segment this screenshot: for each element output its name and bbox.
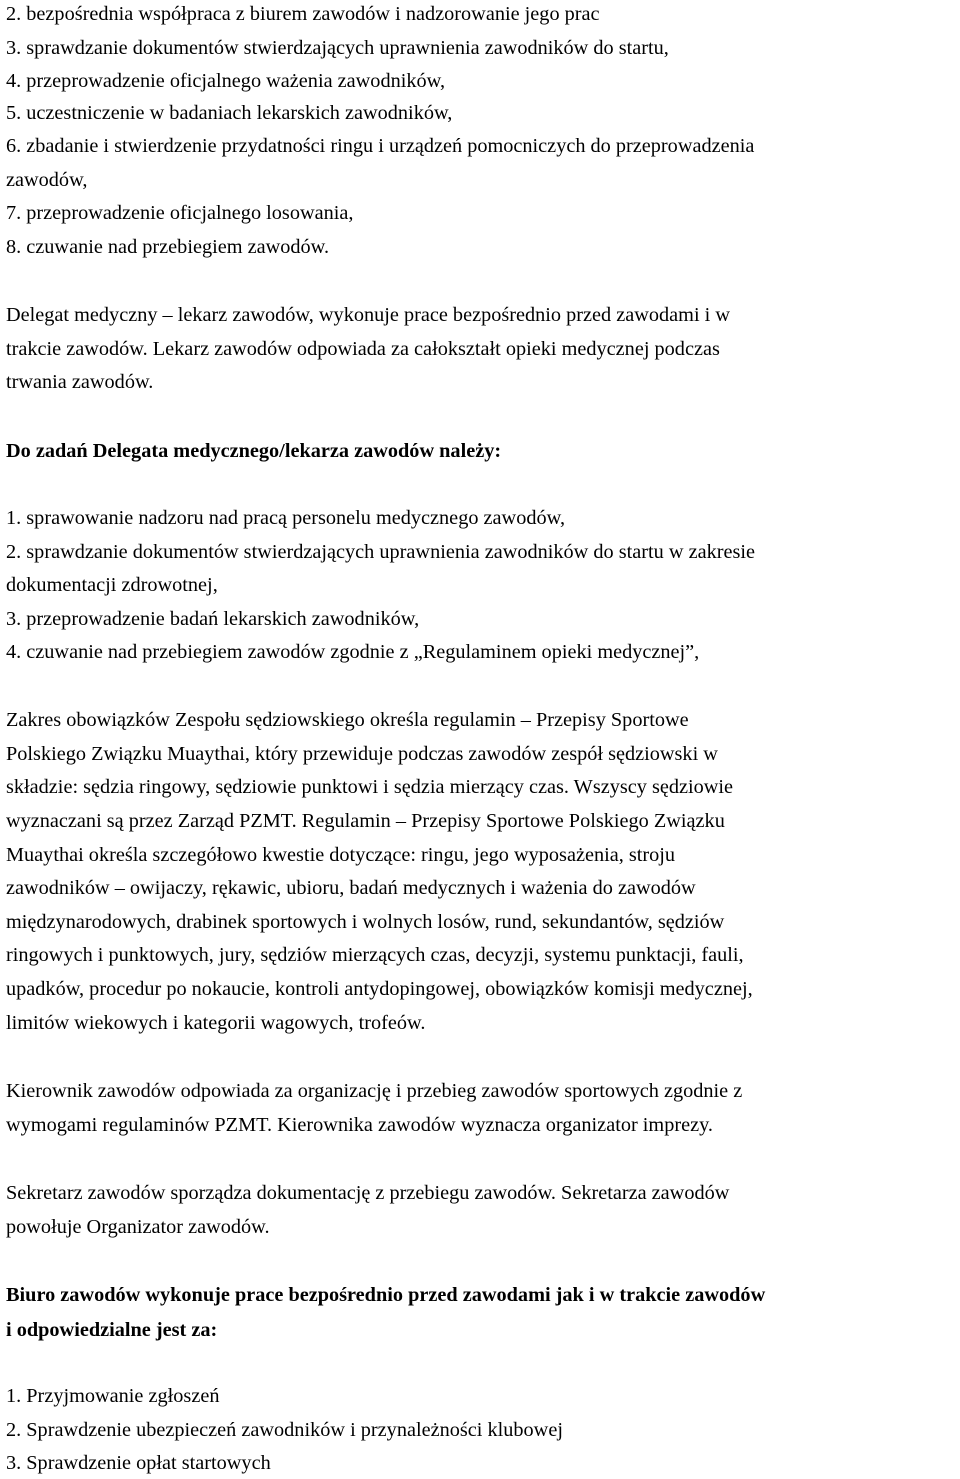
paragraph-line: upadków, procedur po nokaucie, kontroli antydopingowej, obowiązków komisji medycznej, bbox=[6, 978, 753, 1000]
paragraph-line: składzie: sędzia ringowy, sędziowie punktowi i sędzia mierzący czas. Wszyscy sędziowie bbox=[6, 776, 734, 798]
paragraph-line: wyznaczani są przez Zarząd PZMT. Regulamin – Przepisy Sportowe Polskiego Związku bbox=[6, 810, 725, 832]
paragraph-line: międzynarodowych, drabinek sportowych i wolnych losów, rund, sekundantów, sędziów bbox=[6, 911, 725, 933]
list-item: 8. czuwanie nad przebiegiem zawodów. bbox=[6, 236, 330, 258]
list-item-continuation: dokumentacji zdrowotnej, bbox=[6, 574, 218, 596]
list-item: 2. Sprawdzenie ubezpieczeń zawodników i przynależności klubowej bbox=[6, 1419, 563, 1441]
list-item: 7. przeprowadzenie oficjalnego losowania, bbox=[6, 202, 354, 224]
paragraph-line: Polskiego Związku Muaythai, który przewiduje podczas zawodów zespół sędziowski w bbox=[6, 743, 718, 765]
paragraph-line: Zakres obowiązków Zespołu sędziowskiego określa regulamin – Przepisy Sportowe bbox=[6, 709, 689, 731]
list-item: 3. sprawdzanie dokumentów stwierdzających uprawnienia zawodników do startu, bbox=[6, 37, 669, 59]
paragraph-line: limitów wiekowych i kategorii wagowych, trofeów. bbox=[6, 1012, 426, 1034]
paragraph-line: wymogami regulaminów PZMT. Kierownika zawodów wyznacza organizator imprezy. bbox=[6, 1114, 713, 1136]
list-item: 1. sprawowanie nadzoru nad pracą personelu medycznego zawodów, bbox=[6, 507, 566, 529]
paragraph-line: trakcie zawodów. Lekarz zawodów odpowiada za całokształt opieki medycznej podczas bbox=[6, 338, 720, 360]
list-item: 4. czuwanie nad przebiegiem zawodów zgodnie z „Regulaminem opieki medycznej”, bbox=[6, 641, 700, 663]
list-item: 2. bezpośrednia współpraca z biurem zawodów i nadzorowanie jego prac bbox=[6, 3, 600, 25]
paragraph-line: Sekretarz zawodów sporządza dokumentację z przebiegu zawodów. Sekretarza zawodów bbox=[6, 1182, 730, 1204]
paragraph-line: powołuje Organizator zawodów. bbox=[6, 1216, 270, 1238]
paragraph-line: ringowych i punktowych, jury, sędziów mierzących czas, decyzji, systemu punktacji, fauli, bbox=[6, 944, 744, 966]
list-item: 6. zbadanie i stwierdzenie przydatności ringu i urządzeń pomocniczych do przeprowadzenia bbox=[6, 135, 755, 157]
paragraph-line: Delegat medyczny – lekarz zawodów, wykonuje prace bezpośrednio przed zawodami i w bbox=[6, 304, 731, 326]
section-heading: i odpowiedzialne jest za: bbox=[6, 1319, 218, 1341]
list-item: 3. przeprowadzenie badań lekarskich zawodników, bbox=[6, 608, 420, 630]
paragraph-line: Kierownik zawodów odpowiada za organizację i przebieg zawodów sportowych zgodnie z bbox=[6, 1080, 743, 1102]
section-heading: Biuro zawodów wykonuje prace bezpośrednio przed zawodami jak i w trakcie zawodów bbox=[6, 1284, 766, 1306]
list-item: 4. przeprowadzenie oficjalnego ważenia zawodników, bbox=[6, 70, 446, 92]
list-item: 2. sprawdzanie dokumentów stwierdzających uprawnienia zawodników do startu w zakresie bbox=[6, 541, 756, 563]
list-item-continuation: zawodów, bbox=[6, 169, 88, 191]
paragraph-line: Muaythai określa szczegółowo kwestie dotyczące: ringu, jego wyposażenia, stroju bbox=[6, 844, 676, 866]
list-item: 5. uczestniczenie w badaniach lekarskich zawodników, bbox=[6, 102, 453, 124]
paragraph-line: zawodników – owijaczy, rękawic, ubioru, badań medycznych i ważenia do zawodów bbox=[6, 877, 696, 899]
section-heading: Do zadań Delegata medycznego/lekarza zawodów należy: bbox=[6, 440, 502, 462]
paragraph-line: trwania zawodów. bbox=[6, 371, 154, 393]
list-item: 3. Sprawdzenie opłat startowych bbox=[6, 1452, 271, 1474]
list-item: 1. Przyjmowanie zgłoszeń bbox=[6, 1385, 220, 1407]
